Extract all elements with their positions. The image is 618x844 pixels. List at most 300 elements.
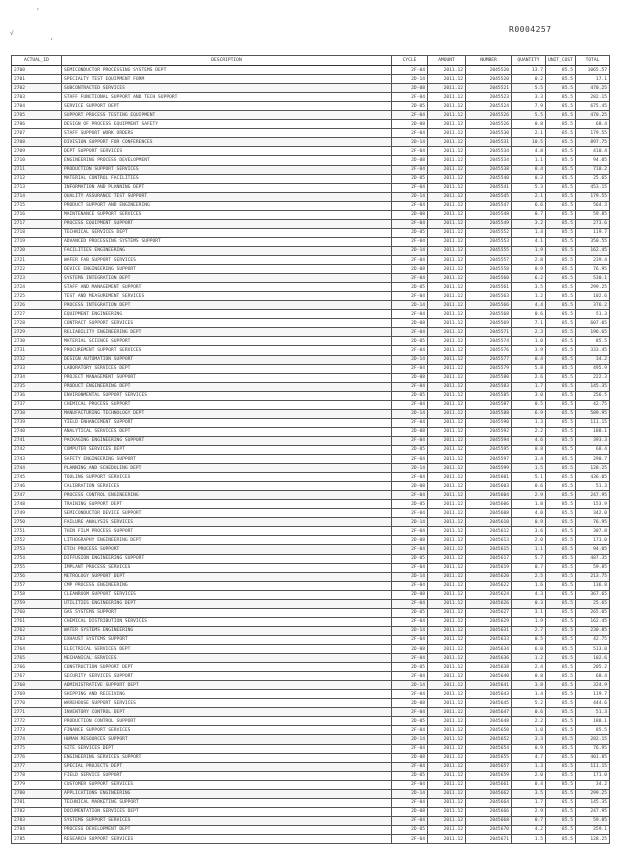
table-cell: 128.25: [576, 834, 610, 843]
table-cell: QUALITY ASSURANCE TEST SUPPORT: [62, 192, 392, 201]
table-row: [12, 473, 610, 482]
table-cell: 2.6: [512, 373, 546, 382]
table-cell: 2011.12: [428, 699, 466, 708]
table-cell: 2011.12: [428, 780, 466, 789]
table-cell: 2045548: [466, 210, 512, 219]
table-cell: 1.2: [512, 292, 546, 301]
table-cell: 1.7: [512, 798, 546, 807]
table-cell: 2011.12: [428, 554, 466, 563]
table-cell: 2732: [12, 355, 62, 364]
table-cell: 2716: [12, 210, 62, 219]
table-cell: 4.6: [512, 436, 546, 445]
table-cell: 2F-04: [392, 744, 428, 753]
table-cell: 59.85: [576, 563, 610, 572]
table-cell: 2011.12: [428, 825, 466, 834]
table-cell: 2045549: [466, 219, 512, 228]
table-cell: 85.5: [546, 563, 576, 572]
table-cell: PRODUCTION CONTROL SUPPORT: [62, 717, 392, 726]
table-cell: 2731: [12, 346, 62, 355]
table-cell: 4.4: [512, 301, 546, 310]
table-row: [12, 789, 610, 798]
table-cell: 2F-04: [392, 708, 428, 717]
table-cell: METROLOGY SUPPORT DEPT: [62, 572, 392, 581]
table-cell: 85.5: [546, 328, 576, 337]
table-cell: 2.3: [512, 328, 546, 337]
table-cell: PROCUREMENT SUPPORT SERVICES: [62, 346, 392, 355]
table-cell: 85.5: [546, 672, 576, 681]
table-cell: 0.4: [512, 355, 546, 364]
table-cell: 2755: [12, 563, 62, 572]
table-cell: 2045647: [466, 708, 512, 717]
table-cell: 2725: [12, 292, 62, 301]
table-cell: 2045526: [466, 120, 512, 129]
table-cell: 2011.12: [428, 183, 466, 192]
table-cell: CHEMICAL DISTRIBUTION SERVICES: [62, 617, 392, 626]
table-row: [12, 265, 610, 274]
table-cell: 2045523: [466, 93, 512, 102]
table-cell: 2045597: [466, 455, 512, 464]
table-cell: 2741: [12, 436, 62, 445]
table-cell: 145.35: [576, 798, 610, 807]
table-cell: 0.3: [512, 174, 546, 183]
table-cell: 85.5: [546, 337, 576, 346]
table-cell: 2011.12: [428, 237, 466, 246]
table-cell: 2F-04: [392, 400, 428, 409]
table-cell: 2D-05: [392, 102, 428, 111]
table-cell: 2733: [12, 364, 62, 373]
table-cell: 2F-04: [392, 690, 428, 699]
table-cell: 2045569: [466, 319, 512, 328]
table-cell: 3.2: [512, 219, 546, 228]
table-cell: 2785: [12, 834, 62, 843]
table-row: [12, 482, 610, 491]
table-cell: 2045583: [466, 382, 512, 391]
table-cell: 2D-14: [392, 138, 428, 147]
table-cell: 6.9: [512, 409, 546, 418]
table-cell: 51.3: [576, 310, 610, 319]
table-cell: 239.4: [576, 255, 610, 264]
table-cell: 1.5: [512, 834, 546, 843]
table-cell: RESEARCH SUPPORT SERVICES: [62, 834, 392, 843]
table-cell: 2011.12: [428, 807, 466, 816]
table-cell: 85.5: [546, 545, 576, 554]
table-cell: 2011.12: [428, 138, 466, 147]
table-cell: 2045652: [466, 735, 512, 744]
table-cell: 0.7: [512, 816, 546, 825]
table-cell: ENGINEERING PROCESS DEVELOPMENT: [62, 156, 392, 165]
table-cell: 59.85: [576, 816, 610, 825]
table-cell: 2F-04: [392, 491, 428, 500]
table-cell: 2D-05: [392, 174, 428, 183]
table-cell: 2F-04: [392, 635, 428, 644]
table-cell: GAS SYSTEMS SUPPORT: [62, 608, 392, 617]
table-cell: 7.1: [512, 319, 546, 328]
table-cell: 2011.12: [428, 255, 466, 264]
table-cell: 0.9: [512, 518, 546, 527]
table-cell: 2F-04: [392, 364, 428, 373]
table-cell: 2045617: [466, 554, 512, 563]
table-cell: 2746: [12, 482, 62, 491]
table-cell: 2045521: [466, 84, 512, 93]
table-cell: PROCESS DEVELOPMENT DEPT: [62, 825, 392, 834]
table-cell: 2045613: [466, 536, 512, 545]
table-cell: 2011.12: [428, 545, 466, 554]
table-cell: 2045580: [466, 373, 512, 382]
table-cell: 0.5: [512, 400, 546, 409]
table-cell: 470.25: [576, 111, 610, 120]
table-cell: 2760: [12, 608, 62, 617]
column-header: AMOUNT: [428, 56, 466, 66]
table-cell: 85.5: [546, 129, 576, 138]
table-cell: 2045590: [466, 418, 512, 427]
table-cell: 2045601: [466, 473, 512, 482]
table-cell: PRODUCTION SUPPORT SERVICES: [62, 165, 392, 174]
table-cell: 2045631: [466, 626, 512, 635]
table-cell: 530.1: [576, 274, 610, 283]
table-cell: 2011.12: [428, 726, 466, 735]
table-cell: 2045555: [466, 246, 512, 255]
table-cell: 2702: [12, 84, 62, 93]
table-cell: 2045603: [466, 482, 512, 491]
table-cell: EXHAUST SYSTEMS SUPPORT: [62, 635, 392, 644]
table-cell: 2045668: [466, 816, 512, 825]
table-cell: PACKAGING ENGINEERING SUPPORT: [62, 436, 392, 445]
table-cell: 85.5: [546, 482, 576, 491]
table-cell: 2D-05: [392, 608, 428, 617]
table-row: [12, 255, 610, 264]
table-cell: 2F-04: [392, 255, 428, 264]
table-cell: 2F-04: [392, 527, 428, 536]
table-cell: 2011.12: [428, 518, 466, 527]
column-header: DESCRIPTION: [62, 56, 392, 66]
table-row: [12, 301, 610, 310]
table-cell: 2744: [12, 464, 62, 473]
table-cell: 59.85: [576, 210, 610, 219]
table-cell: 2722: [12, 265, 62, 274]
table-row: [12, 120, 610, 129]
table-cell: 2F-04: [392, 509, 428, 518]
table-cell: 85.5: [546, 274, 576, 283]
table-cell: 2045520: [466, 75, 512, 84]
table-cell: SYSTEMS INTEGRATION DEPT: [62, 274, 392, 283]
table-cell: 85.5: [546, 210, 576, 219]
table-cell: 342.0: [576, 509, 610, 518]
table-cell: 2.9: [512, 491, 546, 500]
table-cell: 1065.57: [576, 66, 610, 75]
table-cell: 2F-04: [392, 292, 428, 301]
table-row: [12, 346, 610, 355]
table-cell: 2045643: [466, 690, 512, 699]
table-cell: 0.8: [512, 445, 546, 454]
table-row: [12, 762, 610, 771]
table-cell: 85.5: [546, 427, 576, 436]
table-header-row: [12, 56, 610, 66]
table-cell: 2.0: [512, 536, 546, 545]
table-cell: 2724: [12, 283, 62, 292]
table-cell: 2045671: [466, 834, 512, 843]
table-cell: 2011.12: [428, 246, 466, 255]
table-cell: 2768: [12, 681, 62, 690]
table-cell: STAFF FUNCTIONAL SUPPORT AND TECH SUPPORT: [62, 93, 392, 102]
table-cell: 2045633: [466, 635, 512, 644]
table-cell: 2045534: [466, 156, 512, 165]
table-row: [12, 409, 610, 418]
table-cell: DIVISION SUPPORT FOR CONFERENCES: [62, 138, 392, 147]
table-cell: PROCESS CONTROL ENGINEERING: [62, 491, 392, 500]
table-cell: 2.7: [512, 626, 546, 635]
table-row: [12, 418, 610, 427]
table-cell: 2F-04: [392, 274, 428, 283]
table-cell: 2F-04: [392, 654, 428, 663]
table-cell: 495.9: [576, 364, 610, 373]
table-cell: 0.6: [512, 482, 546, 491]
table-cell: 85.5: [546, 84, 576, 93]
table-cell: 2782: [12, 807, 62, 816]
table-cell: 5.5: [512, 84, 546, 93]
table-cell: 2750: [12, 518, 62, 527]
table-cell: 2.2: [512, 427, 546, 436]
table-cell: 2F-04: [392, 473, 428, 482]
table-cell: ETCH PROCESS SUPPORT: [62, 545, 392, 554]
table-cell: 85.5: [546, 93, 576, 102]
table-cell: 85.5: [546, 717, 576, 726]
table-cell: WAREHOUSE SUPPORT SERVICES: [62, 699, 392, 708]
table-cell: 85.5: [546, 237, 576, 246]
table-cell: 2753: [12, 545, 62, 554]
table-cell: 85.5: [546, 445, 576, 454]
table-cell: 2758: [12, 590, 62, 599]
table-cell: 2045624: [466, 590, 512, 599]
table-cell: 85.5: [546, 418, 576, 427]
table-cell: 2045661: [466, 780, 512, 789]
table-cell: 2756: [12, 572, 62, 581]
table-row: [12, 84, 610, 93]
table-cell: 2045612: [466, 527, 512, 536]
table-cell: 145.35: [576, 382, 610, 391]
table-cell: 2F-04: [392, 798, 428, 807]
table-cell: 85.5: [546, 464, 576, 473]
table-cell: 85.5: [546, 409, 576, 418]
table-cell: 85.5: [546, 364, 576, 373]
table-cell: 85.5: [546, 156, 576, 165]
table-cell: 85.5: [546, 599, 576, 608]
table-cell: 2747: [12, 491, 62, 500]
table-cell: 2011.12: [428, 563, 466, 572]
table-cell: 111.15: [576, 418, 610, 427]
table-row: [12, 626, 610, 635]
table-cell: 2F-04: [392, 563, 428, 572]
table-cell: LITHOGRAPHY ENGINEERING DEPT: [62, 536, 392, 545]
table-cell: 85.5: [546, 590, 576, 599]
table-cell: 2045622: [466, 581, 512, 590]
table-cell: FACILITIES ENGINEERING: [62, 246, 392, 255]
table-cell: 2773: [12, 726, 62, 735]
table-cell: 453.15: [576, 183, 610, 192]
table-cell: 4.8: [512, 147, 546, 156]
table-cell: 2011.12: [428, 744, 466, 753]
table-cell: 2045566: [466, 301, 512, 310]
column-header: TOTAL: [576, 56, 610, 66]
table-row: [12, 382, 610, 391]
table-cell: 85.5: [546, 807, 576, 816]
table-cell: 85.5: [546, 527, 576, 536]
table-cell: 2045648: [466, 717, 512, 726]
table-cell: 4.2: [512, 825, 546, 834]
table-cell: 2045615: [466, 545, 512, 554]
table-row: [12, 672, 610, 681]
table-cell: CMP PROCESS ENGINEERING: [62, 581, 392, 590]
table-cell: CONTRACT SUPPORT SERVICES: [62, 319, 392, 328]
table-cell: DESIGN OF PROCESS EQUIPMENT SAFETY: [62, 120, 392, 129]
table-row: [12, 66, 610, 75]
table-cell: 6.6: [512, 201, 546, 210]
table-cell: 401.85: [576, 753, 610, 762]
table-cell: MATERIAL SCIENCE SUPPORT: [62, 337, 392, 346]
table-cell: 367.65: [576, 590, 610, 599]
table-cell: 3.5: [512, 283, 546, 292]
table-row: [12, 219, 610, 228]
table-row: [12, 138, 610, 147]
table-cell: 2739: [12, 418, 62, 427]
table-cell: 85.5: [546, 255, 576, 264]
table-cell: 2045634: [466, 645, 512, 654]
table-cell: 436.05: [576, 473, 610, 482]
table-cell: SITE SERVICES DEPT: [62, 744, 392, 753]
table-cell: 4.3: [512, 590, 546, 599]
table-cell: 2769: [12, 690, 62, 699]
table-cell: 1.6: [512, 581, 546, 590]
table-row: [12, 129, 610, 138]
table-row: [12, 735, 610, 744]
table-cell: 2011.12: [428, 753, 466, 762]
table-cell: 85.5: [546, 509, 576, 518]
table-row: [12, 536, 610, 545]
table-row: [12, 274, 610, 283]
table-cell: 2776: [12, 753, 62, 762]
table-cell: 2011.12: [428, 66, 466, 75]
table-row: [12, 554, 610, 563]
table-cell: 2F-04: [392, 545, 428, 554]
table-row: [12, 445, 610, 454]
table-cell: 2011.12: [428, 75, 466, 84]
table-row: [12, 545, 610, 554]
table-cell: 2D-14: [392, 464, 428, 473]
table-cell: 393.3: [576, 436, 610, 445]
table-cell: ENVIRONMENTAL SUPPORT SERVICES: [62, 391, 392, 400]
table-cell: 2F-04: [392, 237, 428, 246]
table-cell: 2045540: [466, 174, 512, 183]
table-cell: PRODUCT ENGINEERING DEPT: [62, 382, 392, 391]
table-cell: 2714: [12, 192, 62, 201]
table-cell: 179.55: [576, 129, 610, 138]
table-cell: 2045640: [466, 672, 512, 681]
table-row: [12, 572, 610, 581]
table-cell: 4.7: [512, 753, 546, 762]
table-cell: 2045638: [466, 663, 512, 672]
table-cell: 85.5: [546, 690, 576, 699]
table-cell: 2704: [12, 102, 62, 111]
table-cell: APPLICATIONS ENGINEERING: [62, 789, 392, 798]
table-row: [12, 635, 610, 644]
table-cell: 2D-08: [392, 482, 428, 491]
table-cell: 2045526: [466, 111, 512, 120]
table-cell: 2775: [12, 744, 62, 753]
table-cell: 3.9: [512, 346, 546, 355]
table-cell: 1.9: [512, 246, 546, 255]
table-cell: 2762: [12, 626, 62, 635]
table-cell: 265.05: [576, 608, 610, 617]
table-cell: 2F-04: [392, 816, 428, 825]
table-cell: 2770: [12, 699, 62, 708]
table-cell: 1.5: [512, 464, 546, 473]
table-cell: HUMAN RESOURCES SUPPORT: [62, 735, 392, 744]
table-cell: 1.1: [512, 156, 546, 165]
table-cell: 2F-04: [392, 111, 428, 120]
table-cell: 85.5: [546, 834, 576, 843]
table-cell: 2045666: [466, 807, 512, 816]
table-cell: 2715: [12, 201, 62, 210]
table-cell: 2F-04: [392, 436, 428, 445]
table-cell: 213.75: [576, 572, 610, 581]
table-cell: 4.1: [512, 237, 546, 246]
table-cell: 2727: [12, 310, 62, 319]
table-cell: 85.5: [546, 735, 576, 744]
table-cell: TECHNICAL SERVICES DEPT: [62, 228, 392, 237]
table-cell: 2045541: [466, 183, 512, 192]
table-cell: 2011.12: [428, 717, 466, 726]
table-cell: 0.3: [512, 599, 546, 608]
table-cell: 85.5: [546, 635, 576, 644]
table-row: [12, 509, 610, 518]
table-cell: MATERIAL CONTROL FACILITIES: [62, 174, 392, 183]
table-cell: 85.5: [546, 292, 576, 301]
table-cell: 2011.12: [428, 400, 466, 409]
table-cell: SEMICONDUCTOR PROCESSING SYSTEMS DEPT: [62, 66, 392, 75]
table-cell: CLEANROOM SUPPORT SERVICES: [62, 590, 392, 599]
table-cell: UTILITIES ENGINEERING DEPT: [62, 599, 392, 608]
table-cell: 2D-14: [392, 681, 428, 690]
table-cell: 2011.12: [428, 192, 466, 201]
table-cell: 5.7: [512, 554, 546, 563]
table-cell: 85.5: [546, 228, 576, 237]
table-cell: 2D-14: [392, 789, 428, 798]
table-cell: YIELD ENHANCEMENT SUPPORT: [62, 418, 392, 427]
table-cell: 2045664: [466, 798, 512, 807]
table-cell: 487.35: [576, 554, 610, 563]
table-cell: 2706: [12, 120, 62, 129]
table-cell: 68.4: [576, 445, 610, 454]
table-cell: SPECIALTY TEST EQUIPMENT FORM: [62, 75, 392, 84]
table-cell: 2045574: [466, 337, 512, 346]
table-row: [12, 237, 610, 246]
table-cell: 2.1: [512, 192, 546, 201]
table-cell: 2045636: [466, 654, 512, 663]
scan-mark-1: ‘: [36, 8, 40, 15]
table-cell: 2F-04: [392, 346, 428, 355]
table-cell: 2D-05: [392, 825, 428, 834]
table-cell: 2710: [12, 156, 62, 165]
table-cell: 2045619: [466, 563, 512, 572]
table-row: [12, 373, 610, 382]
table-row: [12, 744, 610, 753]
table-cell: 42.75: [576, 400, 610, 409]
table-cell: 376.2: [576, 301, 610, 310]
table-row: [12, 590, 610, 599]
column-header: NUMBER: [466, 56, 512, 66]
table-cell: 2045655: [466, 753, 512, 762]
table-cell: 5.1: [512, 473, 546, 482]
table-cell: 102.6: [576, 292, 610, 301]
